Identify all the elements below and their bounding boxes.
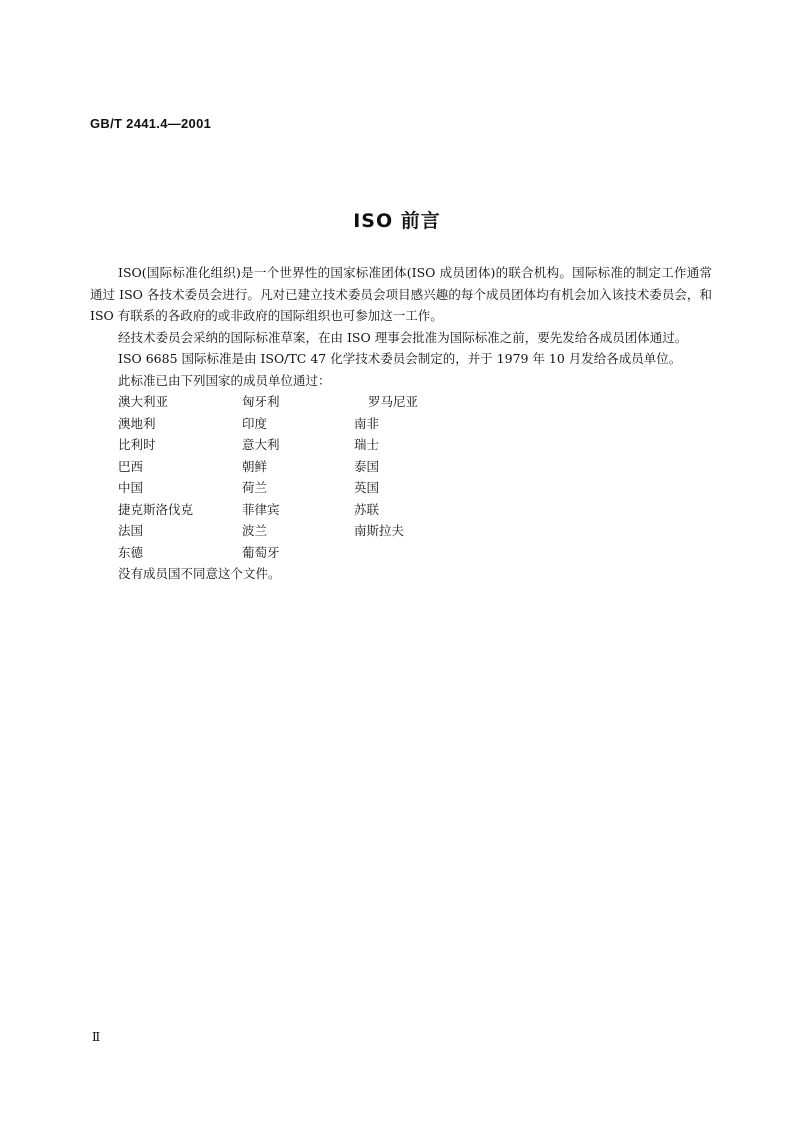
country-cell: 捷克斯洛伐克 <box>118 501 194 517</box>
table-row <box>118 520 508 542</box>
paragraph-iso-6685: ISO 6685 国际标准是由 ISO/TC 47 化学技术委员会制定的，并于 1979 年 10 月发给各成员单位。 <box>118 351 682 366</box>
country-cell: 东德 <box>118 544 144 560</box>
table-row <box>118 477 508 499</box>
country-cell: 葡萄牙 <box>242 544 280 560</box>
countries-intro: 此标准已由下列国家的成员单位通过： <box>118 372 331 388</box>
country-cell: 印度 <box>242 415 268 431</box>
table-row <box>118 434 508 456</box>
table-row <box>118 413 508 435</box>
page-number: Ⅱ <box>92 1030 101 1044</box>
country-cell: 苏联 <box>354 501 380 517</box>
country-cell: 荷兰 <box>242 480 268 495</box>
country-cell: 匈牙利 <box>242 394 280 409</box>
country-cell: 泰国 <box>354 458 380 474</box>
table-row <box>118 499 508 521</box>
country-cell: 比利时 <box>118 437 156 452</box>
country-cell: 菲律宾 <box>242 501 280 517</box>
country-cell: 南斯拉夫 <box>354 523 405 538</box>
country-cell: 罗马尼亚 <box>368 394 419 409</box>
table-row <box>118 542 508 564</box>
country-cell: 朝鲜 <box>242 458 268 474</box>
document-body <box>90 262 712 585</box>
table-row <box>118 391 508 413</box>
country-cell <box>354 542 508 564</box>
standard-code: GB/T 2441.4—2001 <box>90 116 212 131</box>
paragraph-draft-approval: 经技术委员会采纳的国际标准草案，在由 ISO 理事会批准为国际标准之前，要先发给各成员团体通过。 <box>118 329 688 345</box>
country-cell: 澳地利 <box>118 415 156 431</box>
country-cell: 南非 <box>354 415 380 431</box>
paragraph-iso-intro: ISO(国际标准化组织)是一个世界性的国家标准团体(ISO 成员团体)的联合机构。国际标准的制定工作通常通过 ISO 各技术委员会进行。凡对已建立技术委员会项目感兴趣的每个成员团体均有机会加入该技术委员会，和 ISO 有联系的各政府的或非政府的国际组织也可参加这一工作。 <box>90 265 712 323</box>
country-cell: 英国 <box>354 480 380 495</box>
country-cell: 波兰 <box>242 523 268 538</box>
countries-table <box>118 391 508 563</box>
country-cell: 中国 <box>118 480 144 495</box>
page-title: ISO 前言 <box>353 210 441 232</box>
country-cell: 巴西 <box>118 458 144 474</box>
closing-statement: 没有成员国不同意这个文件。 <box>118 566 281 581</box>
country-cell: 澳大利亚 <box>118 394 169 409</box>
country-cell: 瑞士 <box>354 437 380 452</box>
country-cell: 意大利 <box>242 437 280 452</box>
country-cell: 法国 <box>118 523 144 538</box>
table-row <box>118 456 508 478</box>
